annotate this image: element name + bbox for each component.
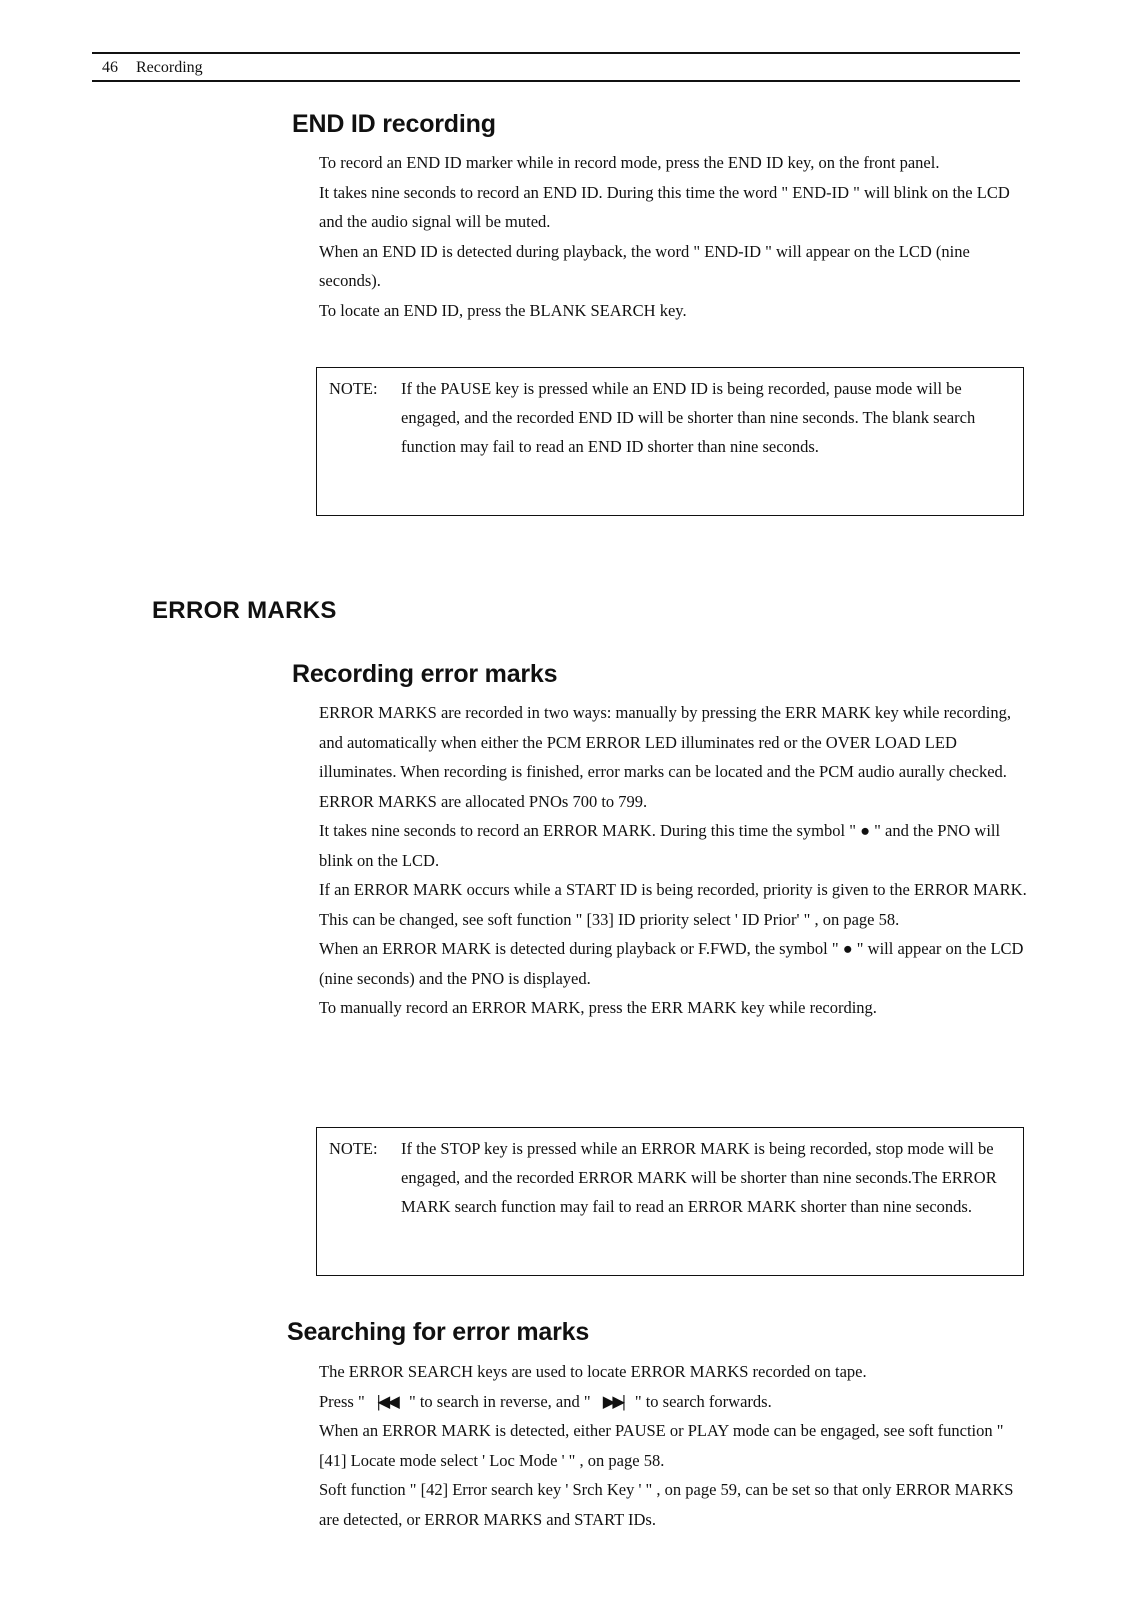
recording-error-marks-title: Recording error marks [292,660,558,688]
reverse-text: " to search in reverse, and " [408,1391,591,1411]
searching-paragraph: Soft function " [42] Error search key ' Srch Key ' " , on page 59, can be set so that only ERROR MARKS are detected, or ERROR MARKS and START IDs. [319,1480,1014,1529]
recording-note [316,1127,1024,1276]
note-text: If the PAUSE key is pressed while an END ID is being recorded, pause mode will be engaged, and the recorded END ID will be shorter than nine seconds. The blank search function may fail to read an END ID shorter than nine seconds. [401,379,976,456]
recording-paragraph: To manually record an ERROR MARK, press the ERR MARK key while recording. [319,998,877,1017]
header-rule-bottom [92,80,1020,82]
recording-paragraph: When an ERROR MARK is detected during playback or F.FWD, the symbol " ● " will appear on the LCD (nine seconds) and the PNO is displayed. [319,939,1024,988]
end-id-note [316,367,1024,516]
end-id-paragraph: To locate an END ID, press the BLANK SEARCH key. [319,300,687,320]
searching-paragraph: When an ERROR MARK is detected, either PAUSE or PLAY mode can be engaged, see soft function " [41] Locate mode select ' Loc Mode ' " , on page 58. [319,1421,1004,1470]
end-id-title: END ID recording [292,110,496,138]
recording-error-marks-body [319,698,1027,1023]
error-marks-title: ERROR MARKS [152,597,337,624]
searching-error-marks-body [319,1357,1027,1534]
end-id-paragraph: When an END ID is detected during playback, the word " END-ID " will appear on the LCD (nine seconds). [319,241,970,290]
end-id-paragraph: To record an END ID marker while in record mode, press the END ID key, on the front panel. [319,153,940,172]
searching-paragraph: The ERROR SEARCH keys are used to locate ERROR MARKS recorded on tape. [319,1362,867,1381]
recording-paragraph: ERROR MARKS are allocated PNOs 700 to 799. [319,791,648,811]
note-label: NOTE: [329,1139,378,1158]
page-number: 46 [102,59,118,76]
recording-paragraph: If an ERROR MARK occurs while a START ID is being recorded, priority is given to the ERROR MARK. This can be changed, see soft function " [33] ID priority select ' ID Prior' " , on page 58. [319,880,1027,929]
recording-paragraph: It takes nine seconds to record an ERROR MARK. During this time the symbol " ● " and the PNO will blink on the LCD. [319,821,1001,870]
note-text: If the STOP key is pressed while an ERROR MARK is being recorded, stop mode will be engaged, and the recorded ERROR MARK will be shorter than nine seconds.The ERROR MARK search function may fail to read an ERROR MARK shorter than nine seconds. [401,1139,997,1216]
forward-text: " to search forwards. [634,1391,772,1411]
searching-error-marks-title: Searching for error marks [287,1318,590,1346]
recording-paragraph: ERROR MARKS are recorded in two ways: manually by pressing the ERR MARK key while recording, and automatically when either the PCM ERROR LED illuminates red or the OVER LOAD LED illuminates. When recording is finished, error marks can be located and the PCM audio aurally checked. [319,703,1011,781]
end-id-body [319,148,1027,325]
reverse-search-icon: |◀◀ [376,1391,397,1411]
press-text: Press " [319,1391,365,1411]
section-label: Recording [136,59,203,76]
end-id-paragraph: It takes nine seconds to record an END ID. During this time the word " END-ID " will blink on the LCD and the audio signal will be muted. [319,182,1010,231]
page-header [92,52,1020,82]
note-label: NOTE: [329,379,378,398]
forward-search-icon: ▶▶| [602,1391,623,1411]
searching-paragraph [319,1387,1027,1417]
